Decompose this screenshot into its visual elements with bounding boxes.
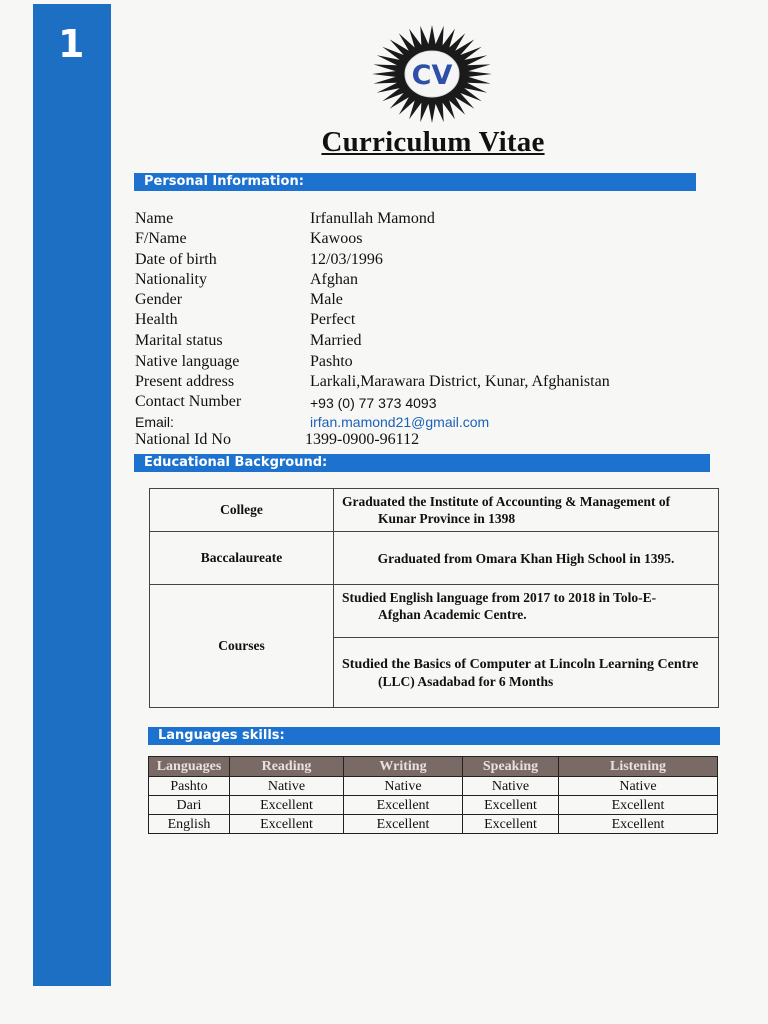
info-label: Health <box>135 311 178 328</box>
table-cell: Excellent <box>230 796 344 815</box>
info-label: Native language <box>135 353 240 370</box>
table-cell: Excellent <box>344 815 463 834</box>
table-row <box>150 532 719 585</box>
table-cell: Excellent <box>559 815 718 834</box>
column-header: Languages <box>149 757 230 777</box>
table-cell: Dari <box>149 796 230 815</box>
table-row <box>149 777 718 796</box>
edu-desc-course-computer <box>334 638 719 708</box>
table-cell: Excellent <box>463 796 559 815</box>
edu-desc-course-english <box>334 585 719 638</box>
info-label: Gender <box>135 291 183 308</box>
personal-info-header: Personal Information: <box>134 173 696 191</box>
table-cell: Native <box>344 777 463 796</box>
document-title: Curriculum Vitae <box>321 126 545 158</box>
cv-logo-text: CV <box>411 60 453 91</box>
cv-starburst-icon <box>371 24 493 124</box>
column-header: Listening <box>559 757 718 777</box>
table-row <box>149 796 718 815</box>
languages-table <box>148 756 718 834</box>
info-label: Name <box>135 210 174 227</box>
info-label: Contact Number <box>135 393 242 410</box>
column-header: Writing <box>344 757 463 777</box>
table-cell: English <box>149 815 230 834</box>
edu-line: Afghan Academic Centre. <box>378 607 527 622</box>
table-cell: Native <box>230 777 344 796</box>
left-blue-sidebar <box>33 4 111 986</box>
edu-label-baccalaureate: Baccalaureate <box>150 532 334 585</box>
email-link[interactable]: irfan.mamond21@gmail.com <box>310 414 490 430</box>
table-cell: Native <box>559 777 718 796</box>
edu-desc-college <box>334 489 719 532</box>
table-cell: Excellent <box>559 796 718 815</box>
edu-line: Studied English language from 2017 to 2018 in Tolo-E- <box>342 590 657 605</box>
languages-header: Languages skills: <box>148 727 720 745</box>
table-row <box>149 815 718 834</box>
info-value: Larkali,Marawara District, Kunar, Afghanistan <box>310 373 610 390</box>
info-label: Email: <box>135 414 174 430</box>
info-value: Pashto <box>310 353 353 370</box>
table-cell: Pashto <box>149 777 230 796</box>
page-number: 1 <box>58 22 85 66</box>
cv-logo <box>371 24 493 124</box>
table-header-row <box>149 757 718 777</box>
info-value: Kawoos <box>310 230 363 247</box>
table-row <box>150 489 719 532</box>
edu-label-college: College <box>150 489 334 532</box>
info-label: Marital status <box>135 332 223 349</box>
edu-line: Graduated the Institute of Accounting & Management of <box>342 494 671 509</box>
column-header: Speaking <box>463 757 559 777</box>
info-value: Perfect <box>310 311 356 328</box>
edu-line: (LLC) Asadabad for 6 Months <box>378 673 554 689</box>
edu-line: Studied the Basics of Computer at Lincoln Learning Centre <box>342 656 699 672</box>
info-label: National Id No <box>135 431 231 448</box>
info-value: Irfanullah Mamond <box>310 210 435 227</box>
edu-desc-baccalaureate: Graduated from Omara Khan High School in 1395. <box>334 532 719 585</box>
info-value: 12/03/1996 <box>310 251 383 268</box>
info-label: Present address <box>135 373 235 390</box>
education-table <box>149 488 719 708</box>
info-label: Nationality <box>135 271 207 288</box>
table-cell: Native <box>463 777 559 796</box>
edu-line: Kunar Province in 1398 <box>378 511 516 526</box>
table-cell: Excellent <box>344 796 463 815</box>
info-value: Male <box>310 291 343 308</box>
info-value: +93 (0) 77 373 4093 <box>310 395 437 411</box>
table-cell: Excellent <box>230 815 344 834</box>
column-header: Reading <box>230 757 344 777</box>
table-row <box>150 585 719 638</box>
info-value: Married <box>310 332 362 349</box>
education-header: Educational Background: <box>134 454 710 472</box>
table-cell: Excellent <box>463 815 559 834</box>
info-label: Date of birth <box>135 251 217 268</box>
edu-label-courses: Courses <box>150 585 334 708</box>
info-value: Afghan <box>310 271 358 288</box>
info-label: F/Name <box>135 230 187 247</box>
info-value: 1399-0900-96112 <box>305 431 420 448</box>
